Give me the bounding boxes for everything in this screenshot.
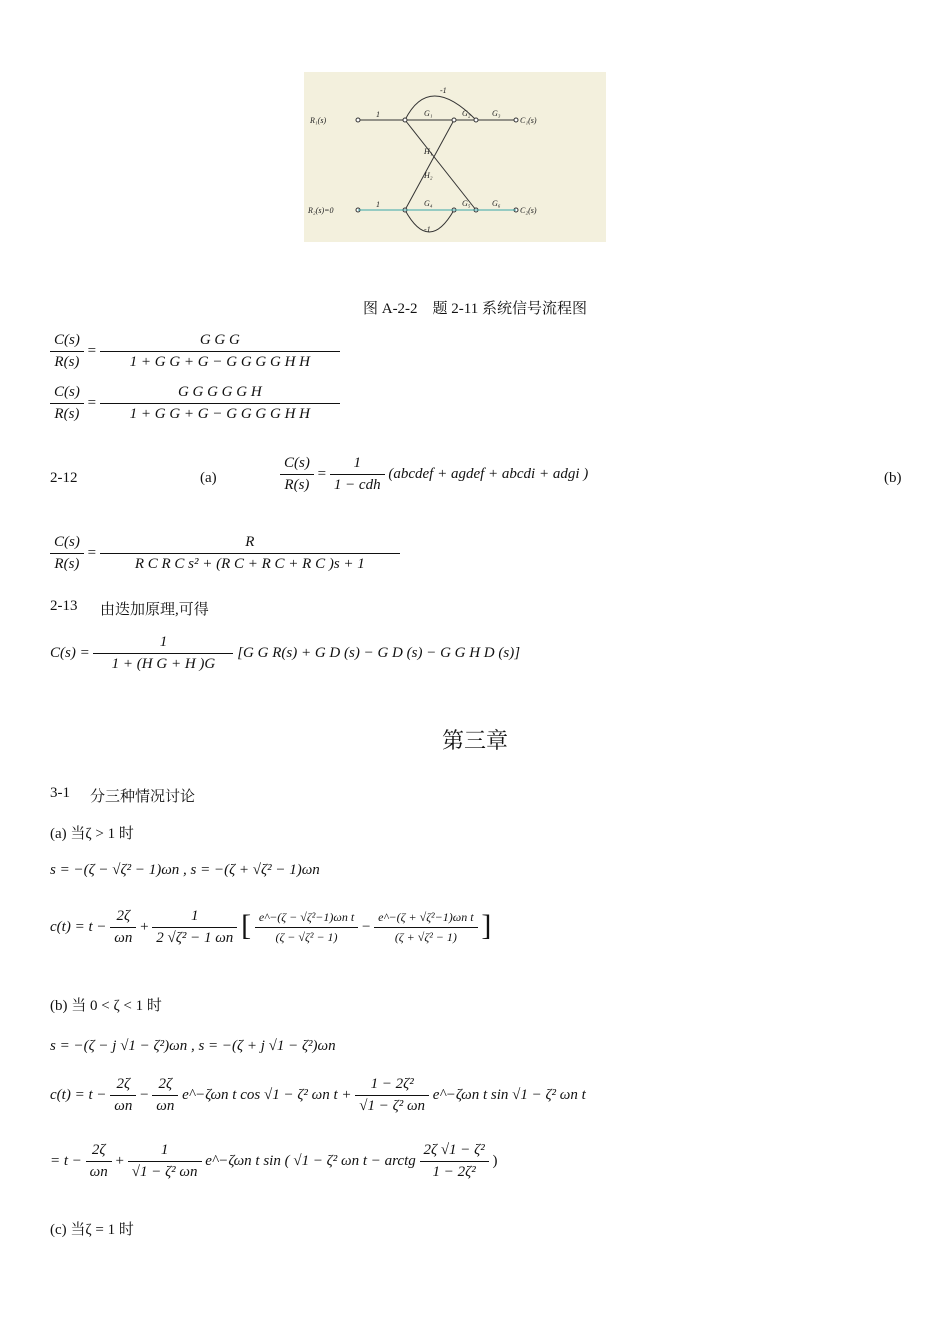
chapter-title: 第三章 xyxy=(441,728,508,753)
branch-minus1-top: -1 xyxy=(440,86,447,95)
signal-flow-graph xyxy=(304,72,606,242)
eq-case-b-response-simplified: = t − $\frac{2\zeta}{\omega n}$ + $\frac{1}{\text{√1 − ζ² ωn}}$ e^−ζωn t sin ( √1 − ζ² ωn t − arctg $\frac{\text{2ζ √1 − ζ²}}{\text{1 − 2ζ²}}$ ) xyxy=(50,1142,498,1180)
eq-2-12-a: $\frac{C(s)}{R(s)}$ = $\frac{1}{\text{1 − cdh}}$ (abcdef + agdef + abcdi + adgi ) xyxy=(280,455,588,494)
eq-c2-over-r2: $\frac{C(s)}{R(s)}$ = $\frac{\text{G G G G G H}}{\text{1 + G G + G − G G G G H H}}$ xyxy=(50,384,340,423)
problem-text-3-1: 分三种情况讨论 xyxy=(90,789,196,805)
branch-1-bottom: 1 xyxy=(376,200,380,209)
branch-g3: G₃ xyxy=(492,109,501,118)
branch-minus1-bottom: -1 xyxy=(424,225,431,234)
part-b-label: (b) xyxy=(884,470,902,486)
figure-caption: 图 A-2-2 题 2-11 系统信号流程图 xyxy=(362,301,587,317)
problem-label-2-12: 2-12 xyxy=(50,470,78,486)
node-c1: C₁(s) xyxy=(520,116,537,125)
eq-case-b-roots: s = −(ζ − j √1 − ζ²)ωn , s = −(ζ + j √1 − ζ²)ωn xyxy=(50,1038,336,1054)
branch-h2: H₂ xyxy=(424,171,433,180)
eq-2-12-b: $\frac{C(s)}{R(s)}$ = $\frac{R}{\text{R C R C s² + (R C + R C + R C )s + 1}}$ xyxy=(50,534,400,573)
problem-label-2-13: 2-13 xyxy=(50,598,78,614)
branch-g5: G₅ xyxy=(462,199,471,208)
case-a-heading: (a) 当ζ > 1 时 xyxy=(50,826,134,842)
branch-g6: G₆ xyxy=(492,199,501,208)
node-c2: C₂(s) xyxy=(520,206,537,215)
branch-g1: G₁ xyxy=(424,109,433,118)
branch-h1: H₁ xyxy=(424,147,433,156)
eq-case-a-response: c(t) = t − $\frac{2\zeta}{\omega n}$ + $\frac{1}{\text{2 √ζ² − 1 ωn}}$ [ $\frac{\text{e\textasciicircum{}−(ζ − √ζ²−1)ωn t}}{\text{(ζ − √ζ² − 1)}}$ − $\frac{\text{e\textasciicircum{}−(ζ + √ζ²−1)ωn t}}{\text{(ζ + √ζ² − 1)}}$ ] xyxy=(50,908,492,946)
node-r1: R₁(s) xyxy=(310,116,327,125)
part-a-label: (a) xyxy=(200,470,217,486)
eq-case-b-response: c(t) = t − $\frac{2\zeta}{\omega n}$ − $\frac{2\zeta}{\omega n}$ e^−ζωn t cos √1 − ζ² ωn t + $\frac{\text{1 − 2ζ²}}{\text{√1 − ζ² ωn}}$ e^−ζωn t sin √1 − ζ² ωn t xyxy=(50,1076,586,1114)
problem-text-2-13: 由迭加原理,可得 xyxy=(100,602,209,618)
problem-label-3-1: 3-1 xyxy=(50,785,70,801)
branch-1-top: 1 xyxy=(376,110,380,119)
eq-c1-over-r1: $\frac{C(s)}{R(s)}$ = $\frac{\text{G G G}}{\text{1 + G G + G − G G G G H H}}$ xyxy=(50,332,340,371)
case-c-heading: (c) 当ζ = 1 时 xyxy=(50,1222,134,1238)
eq-case-a-roots: s = −(ζ − √ζ² − 1)ωn , s = −(ζ + √ζ² − 1)ωn xyxy=(50,862,320,878)
signal-flow-graph-figure xyxy=(304,72,606,242)
branch-g2: G₂ xyxy=(462,109,471,118)
branch-g4: G₄ xyxy=(424,199,433,208)
node-r2: R₂(s)=0 xyxy=(308,206,334,215)
case-b-heading: (b) 当 0 < ζ < 1 时 xyxy=(50,998,162,1014)
eq-2-13: C(s) = $\frac{1}{\text{1 + (H G + H )G}}$ [G G R(s) + G D (s) − G D (s) − G G H D (s)] xyxy=(50,634,521,672)
